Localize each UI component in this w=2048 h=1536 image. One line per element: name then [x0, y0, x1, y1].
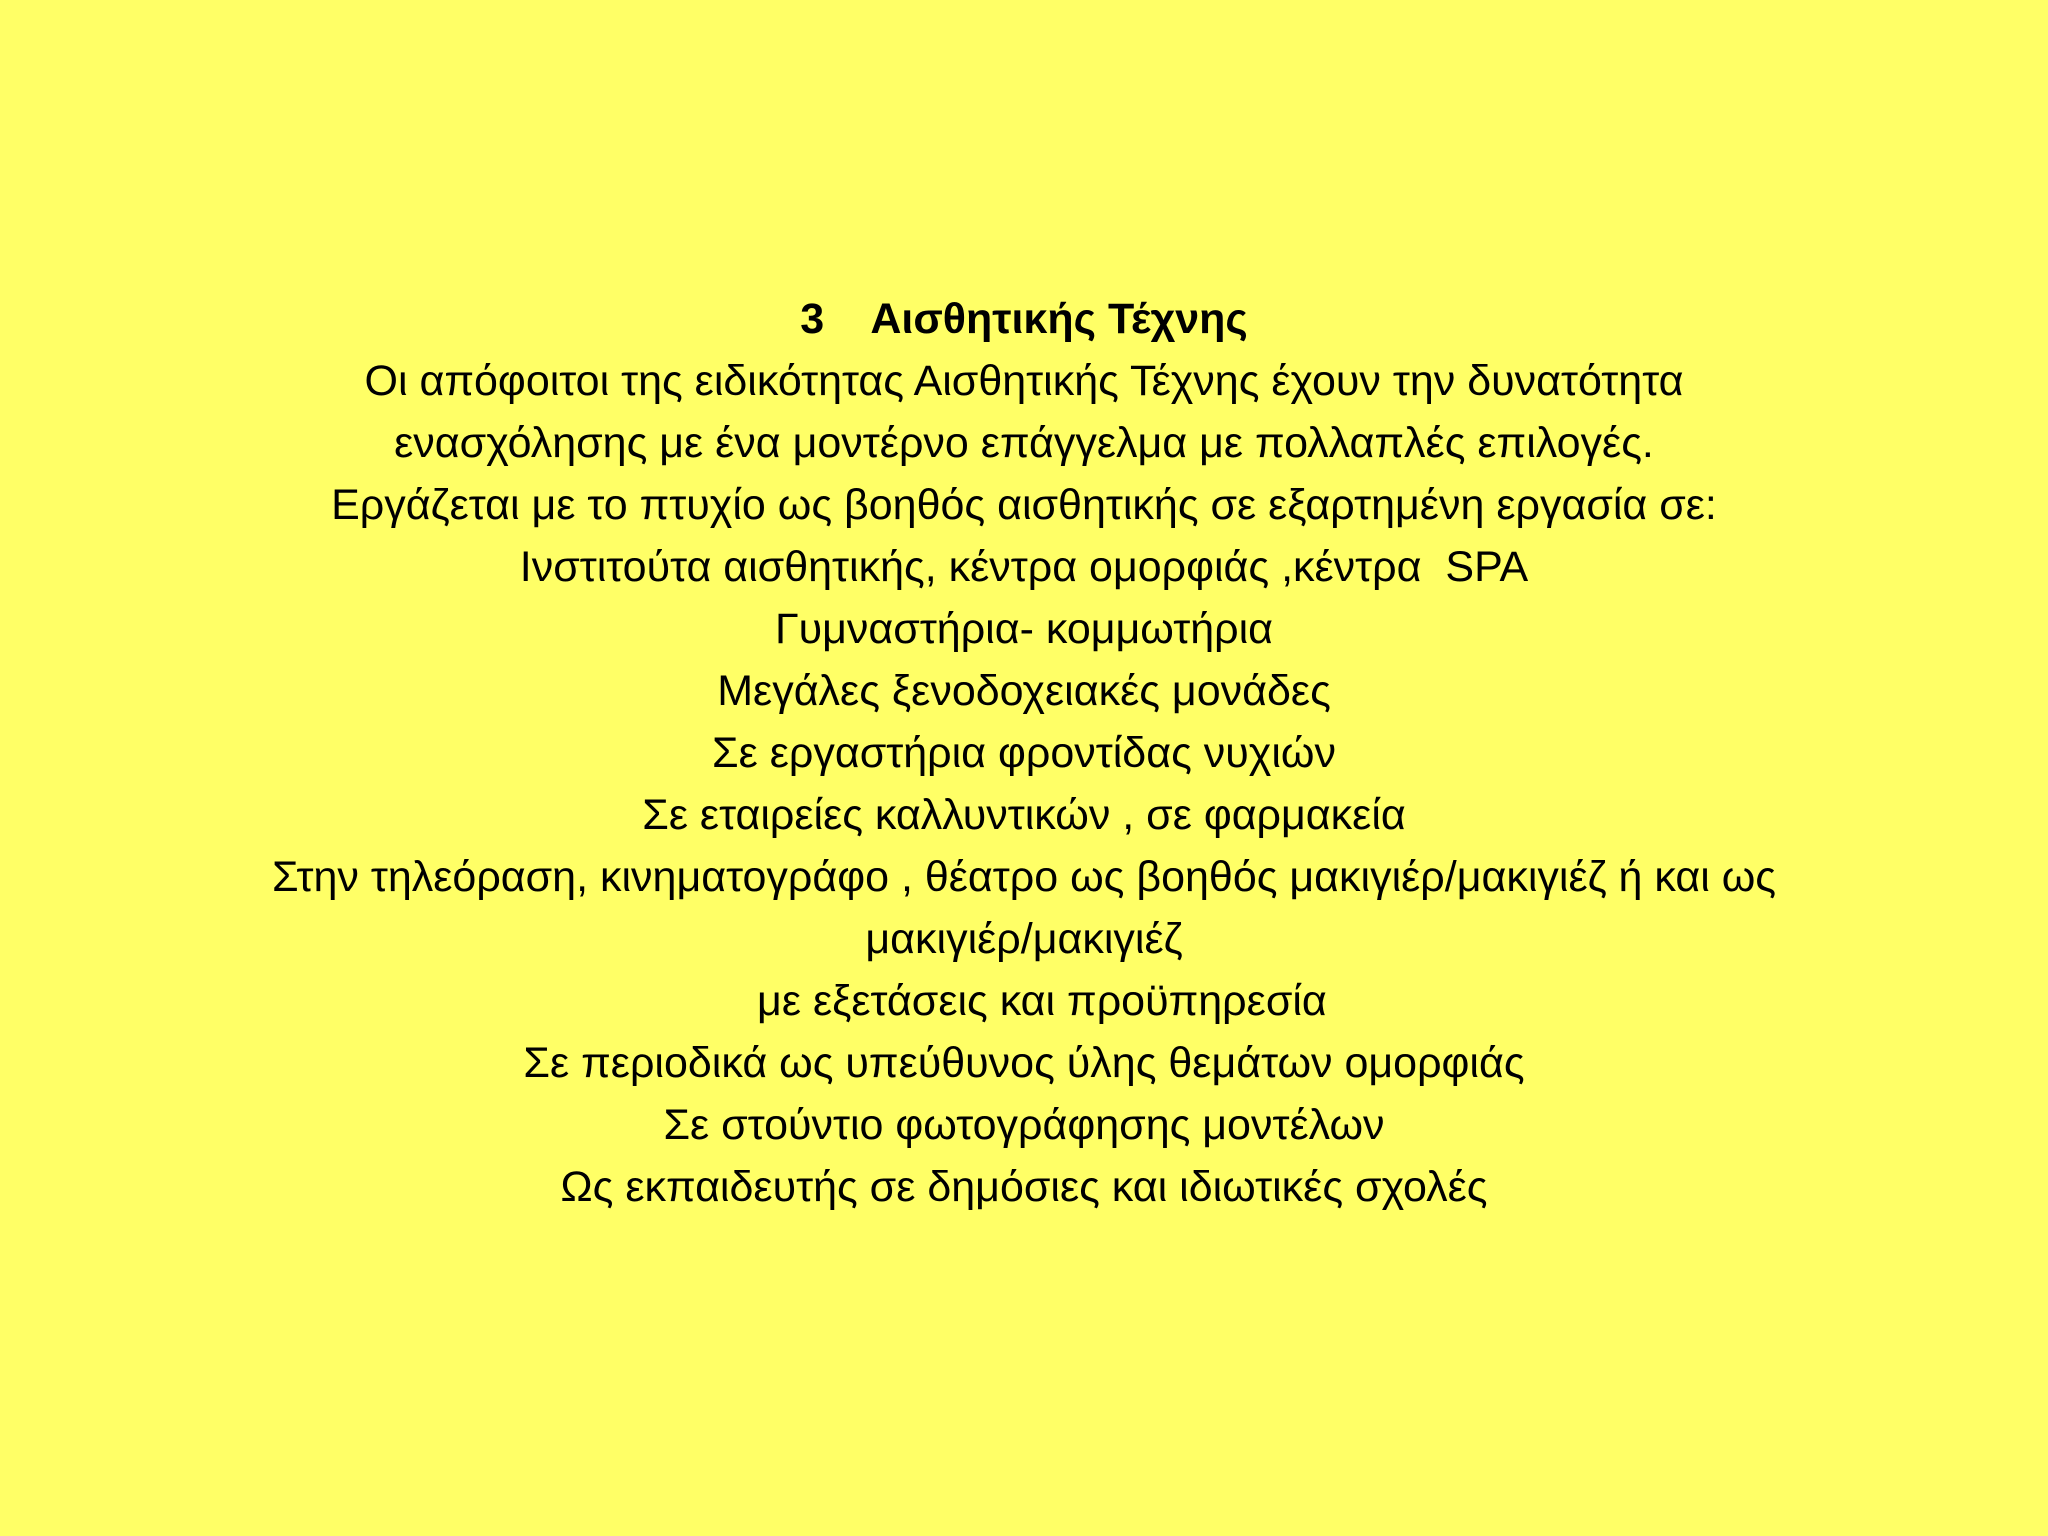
body-line: Ως εκπαιδευτής σε δημόσιες και ιδιωτικές σχολές: [560, 1163, 1488, 1211]
body-line: Ινστιτούτα αισθητικής, κέντρα ομορφιάς ,κέντρα SPA: [519, 543, 1529, 591]
title-number: 3: [800, 295, 825, 343]
body-line: Οι απόφοιτοι της ειδικότητας Αισθητικής Τέχνης έχουν την δυνατότητα: [364, 357, 1684, 405]
body-line: Σε εργαστήρια φροντίδας νυχιών: [712, 729, 1336, 777]
body-line: με εξετάσεις και προϋπηρεσία: [721, 977, 1327, 1025]
body-line: Στην τηλεόραση, κινηματογράφο , θέατρο ως βοηθός μακιγιέρ/μακιγιέζ ή και ως: [271, 853, 1777, 901]
body-line: Σε εταιρείες καλλυντικών , σε φαρμακεία: [642, 791, 1406, 839]
body-line: Μεγάλες ξενοδοχειακές μονάδες: [717, 667, 1331, 715]
body-line: Εργάζεται με το πτυχίο ως βοηθός αισθητικής σε εξαρτημένη εργασία σε:: [331, 481, 1717, 529]
body-line: Σε περιοδικά ως υπεύθυνος ύλης θεμάτων ομορφιάς: [523, 1039, 1525, 1087]
body-line: Σε στούντιο φωτογράφησης μοντέλων: [663, 1101, 1385, 1149]
title-text: Αισθητικής Τέχνης: [870, 295, 1248, 343]
body-line: ενασχόλησης με ένα μοντέρνο επάγγελμα με πολλαπλές επιλογές.: [394, 419, 1654, 467]
body-line: Γυμναστήρια- κομμωτήρια: [774, 605, 1274, 653]
slide-text-block: [0, 288, 2048, 1218]
body-line: μακιγιέρ/μακιγιέζ: [865, 915, 1183, 963]
slide-title: [0, 288, 2048, 350]
